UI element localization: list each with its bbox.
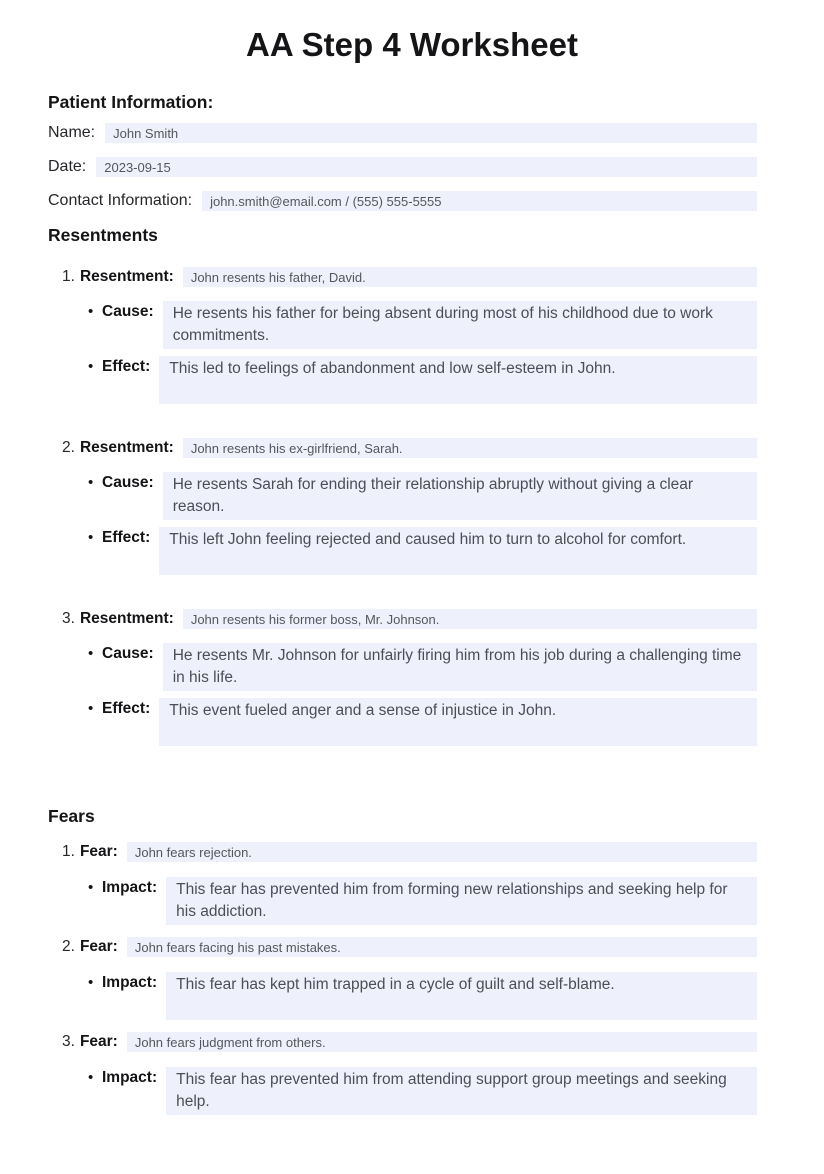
item-number: 2. bbox=[62, 439, 75, 457]
fear-item-3 bbox=[48, 1032, 757, 1115]
fear-field[interactable]: John fears rejection. bbox=[127, 842, 757, 862]
item-number: 3. bbox=[62, 1033, 75, 1051]
bullet-icon: • bbox=[88, 645, 94, 663]
impact-row bbox=[88, 972, 757, 1020]
cause-row bbox=[88, 643, 757, 691]
effect-field[interactable]: This left John feeling rejected and caused him to turn to alcohol for comfort. bbox=[159, 527, 757, 575]
cause-field[interactable]: He resents Mr. Johnson for unfairly firing him from his job during a challenging time in his life. bbox=[163, 643, 757, 691]
date-field[interactable]: 2023-09-15 bbox=[96, 157, 757, 177]
item-number: 1. bbox=[62, 268, 75, 286]
contact-row bbox=[48, 191, 757, 211]
bullet-icon: • bbox=[88, 529, 94, 547]
fear-label: Fear: bbox=[79, 938, 118, 956]
cause-row bbox=[88, 301, 757, 349]
bullet-icon: • bbox=[88, 974, 94, 992]
date-label: Date: bbox=[48, 158, 87, 176]
resentment-field[interactable]: John resents his ex-girlfriend, Sarah. bbox=[183, 438, 757, 458]
impact-label: Impact: bbox=[102, 974, 158, 992]
resentment-label: Resentment: bbox=[79, 610, 174, 628]
effect-row bbox=[88, 527, 757, 575]
cause-field[interactable]: He resents his father for being absent during most of his childhood due to work commitments. bbox=[163, 301, 757, 349]
impact-label: Impact: bbox=[102, 879, 158, 897]
fear-field[interactable]: John fears judgment from others. bbox=[127, 1032, 757, 1052]
resentment-row bbox=[62, 267, 757, 287]
patient-info-heading: Patient Information: bbox=[48, 91, 214, 112]
effect-label: Effect: bbox=[102, 358, 151, 376]
fear-row bbox=[62, 842, 757, 862]
impact-label: Impact: bbox=[102, 1069, 158, 1087]
item-number: 2. bbox=[62, 938, 75, 956]
item-number: 3. bbox=[62, 610, 75, 628]
fear-label: Fear: bbox=[79, 1033, 118, 1051]
bullet-icon: • bbox=[88, 358, 94, 376]
resentment-item-3 bbox=[48, 609, 757, 746]
date-row bbox=[48, 157, 757, 177]
cause-field[interactable]: He resents Sarah for ending their relationship abruptly without giving a clear reason. bbox=[163, 472, 757, 520]
effect-row bbox=[88, 698, 757, 746]
bullet-icon: • bbox=[88, 474, 94, 492]
effect-label: Effect: bbox=[102, 700, 151, 718]
resentment-item-2 bbox=[48, 438, 757, 575]
resentment-field[interactable]: John resents his father, David. bbox=[183, 267, 757, 287]
page-title: AA Step 4 Worksheet bbox=[246, 26, 578, 63]
bullet-icon: • bbox=[88, 700, 94, 718]
resentment-row bbox=[62, 609, 757, 629]
impact-field[interactable]: This fear has prevented him from forming new relationships and seeking help for his addiction. bbox=[166, 877, 757, 925]
impact-row bbox=[88, 1067, 757, 1115]
bullet-icon: • bbox=[88, 303, 94, 321]
item-number: 1. bbox=[62, 843, 75, 861]
fear-item-2 bbox=[48, 937, 757, 1020]
name-row bbox=[48, 123, 757, 143]
effect-row bbox=[88, 356, 757, 404]
resentment-field[interactable]: John resents his former boss, Mr. Johnson. bbox=[183, 609, 757, 629]
fear-item-1 bbox=[48, 842, 757, 925]
cause-row bbox=[88, 472, 757, 520]
cause-label: Cause: bbox=[102, 645, 154, 663]
cause-label: Cause: bbox=[102, 303, 154, 321]
fears-section bbox=[48, 806, 757, 1115]
resentment-label: Resentment: bbox=[79, 268, 174, 286]
fear-row bbox=[62, 1032, 757, 1052]
fear-label: Fear: bbox=[79, 843, 118, 861]
contact-field[interactable]: john.smith@email.com / (555) 555-5555 bbox=[202, 191, 757, 211]
resentments-heading: Resentments bbox=[48, 225, 158, 246]
resentments-section bbox=[48, 225, 757, 746]
impact-field[interactable]: This fear has prevented him from attending support group meetings and seeking help. bbox=[166, 1067, 757, 1115]
impact-row bbox=[88, 877, 757, 925]
name-label: Name: bbox=[48, 124, 96, 142]
bullet-icon: • bbox=[88, 1069, 94, 1087]
contact-label: Contact Information: bbox=[48, 192, 193, 210]
effect-field[interactable]: This led to feelings of abandonment and low self-esteem in John. bbox=[159, 356, 757, 404]
resentment-row bbox=[62, 438, 757, 458]
bullet-icon: • bbox=[88, 879, 94, 897]
fear-row bbox=[62, 937, 757, 957]
effect-label: Effect: bbox=[102, 529, 151, 547]
impact-field[interactable]: This fear has kept him trapped in a cycle of guilt and self-blame. bbox=[166, 972, 757, 1020]
fears-heading: Fears bbox=[48, 806, 95, 827]
patient-info-section bbox=[48, 92, 757, 211]
effect-field[interactable]: This event fueled anger and a sense of injustice in John. bbox=[159, 698, 757, 746]
name-field[interactable]: John Smith bbox=[105, 123, 757, 143]
fear-field[interactable]: John fears facing his past mistakes. bbox=[127, 937, 757, 957]
resentment-item-1 bbox=[48, 267, 757, 404]
resentment-label: Resentment: bbox=[79, 439, 174, 457]
cause-label: Cause: bbox=[102, 474, 154, 492]
